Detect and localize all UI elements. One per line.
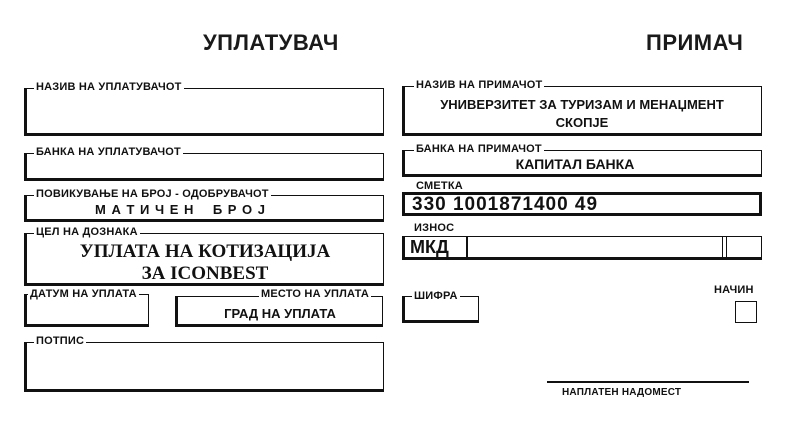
payee-method-field[interactable] bbox=[735, 301, 757, 323]
payee-amount-field[interactable] bbox=[402, 236, 762, 260]
payee-fee-label: НАПЛАТЕН НАДОМЕСТ bbox=[562, 387, 682, 398]
payer-name-label: НАЗИВ НА УПЛАТУВАЧОТ bbox=[36, 81, 182, 93]
fee-line bbox=[547, 381, 749, 383]
payee-currency: МКД bbox=[410, 237, 449, 257]
payer-signature-label: ПОТПИС bbox=[36, 335, 85, 347]
payee-name-line1: УНИВЕРЗИТЕТ ЗА ТУРИЗАМ И МЕНАЏМЕНТ bbox=[440, 97, 724, 112]
payer-heading: УПЛАТУВАЧ bbox=[203, 30, 339, 55]
amount-currency-divider bbox=[466, 236, 468, 260]
payer-signature-field[interactable] bbox=[24, 342, 384, 392]
amount-decimal-divider bbox=[722, 236, 723, 260]
amount-decimal-divider-2 bbox=[726, 236, 727, 260]
payee-name-line2: СКОПЈЕ bbox=[555, 115, 609, 130]
payer-purpose-line1: УПЛАТА НА КОТИЗАЦИЈА bbox=[79, 241, 331, 262]
payer-bank-label: БАНКА НА УПЛАТУВАЧОТ bbox=[36, 146, 181, 158]
payee-heading: ПРИМАЧ bbox=[646, 30, 744, 55]
payee-amount-label: ИЗНОС bbox=[414, 222, 455, 234]
payee-account-label: СМЕТКА bbox=[416, 180, 463, 192]
payee-account-value: 330 1001871400 49 bbox=[412, 194, 599, 215]
payer-reference-label: ПОВИКУВАЊЕ НА БРОЈ - ОДОБРУВАЧОТ bbox=[36, 188, 269, 200]
payee-method-label: НАЧИН bbox=[714, 284, 754, 296]
payer-reference-value: М А Т И Ч Е Н Б Р О Ј bbox=[95, 202, 267, 217]
payer-place-label: МЕСТО НА УПЛАТА bbox=[261, 288, 370, 300]
payer-name-field[interactable] bbox=[24, 88, 384, 136]
payer-purpose-line2: ЗА ICONBEST bbox=[141, 263, 269, 284]
payee-name-label: НАЗИВ НА ПРИМАЧОТ bbox=[416, 79, 543, 91]
payee-bank-label: БАНКА НА ПРИМАЧОТ bbox=[416, 143, 542, 155]
payee-bank-value: КАПИТАЛ БАНКА bbox=[515, 156, 635, 172]
payer-place-value: ГРАД НА УПЛАТА bbox=[224, 306, 336, 321]
payer-purpose-label: ЦЕЛ НА ДОЗНАКА bbox=[36, 226, 138, 238]
payee-code-label: ШИФРА bbox=[414, 290, 458, 302]
payer-date-label: ДАТУМ НА УПЛАТА bbox=[30, 288, 137, 300]
